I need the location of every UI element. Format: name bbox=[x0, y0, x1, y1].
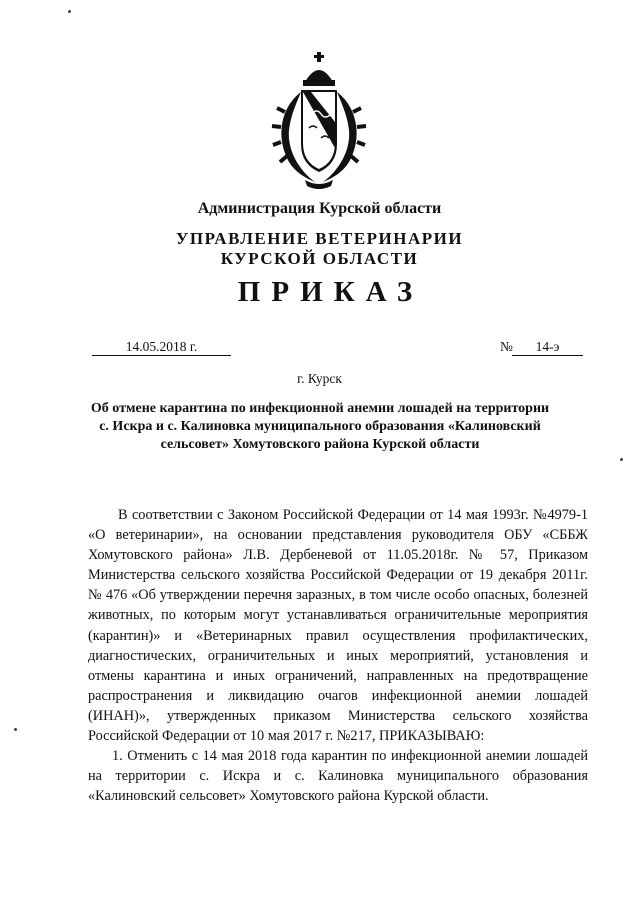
order-number: 14-э bbox=[512, 339, 583, 356]
order-body bbox=[88, 505, 588, 806]
department-title-line1: УПРАВЛЕНИЕ ВЕТЕРИНАРИИ bbox=[175, 229, 464, 248]
body-paragraph-2: 1. Отменить с 14 мая 2018 года карантин по инфекционной анемии лошадей на территории с. Искра и с. Калиновка муниципального образования «Калиновский сельсовет» Хомутовского района Курской области. bbox=[88, 748, 588, 805]
order-number-label: № bbox=[500, 339, 513, 354]
order-subject: Об отмене карантина по инфекционной анемии лошадей на территории с. Искра и с. Калиновка муниципального образования «Калиновский сельсовет» Хомутовского района Курской области bbox=[90, 401, 550, 452]
scan-speck bbox=[68, 10, 71, 13]
scan-speck bbox=[620, 458, 623, 461]
document-type-title: ПРИКАЗ bbox=[237, 276, 424, 308]
department-title-line2: КУРСКОЙ ОБЛАСТИ bbox=[220, 249, 419, 268]
admin-title: Администрация Курской области bbox=[197, 200, 442, 217]
scan-speck bbox=[14, 728, 17, 731]
order-date: 14.05.2018 г. bbox=[92, 339, 231, 356]
coat-of-arms-emblem bbox=[271, 52, 367, 192]
body-paragraph-1: В соответствии с Законом Российской Федерации от 14 мая 1993г. №4979-1 «О ветеринарии», на основании представления руководителя ОБУ «СББЖ Хомутовского района» Л.В. Дербеневой от 11.05.2018г. № 57, Приказом Министерства сельского хозяйства Российской Федерации от 19 декабря 2011г. № 476 «Об утверждении перечня заразных, в том числе особо опасных, болезней животных, по которым могут устанавливаться ограничительные мероприятия (карантин)» и «Ветеринарных правил осуществления профилактических, диагностических, ограничительных и иных мероприятий, установления и отмены карантина и иных ограничений, направленных на предотвращение распространения и ликвидацию очагов инфекционной анемии лошадей (ИНАН)», утвержденных приказом Министерства сельского хозяйства Российской Федерации от 10 мая 2017 г. №217, ПРИКАЗЫВАЮ: bbox=[88, 507, 588, 745]
city-line: г. Курск bbox=[297, 371, 342, 386]
